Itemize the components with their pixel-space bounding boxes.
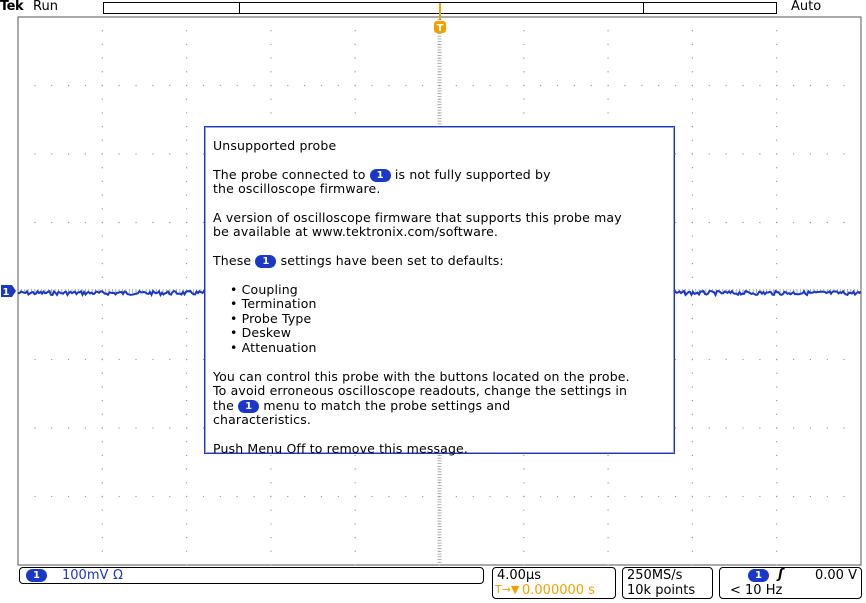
record-length: 10k points [627,583,696,598]
trigger-position-marker[interactable] [434,3,446,34]
rising-edge-icon: ʃ [778,567,784,582]
list-item: • Deskew [230,326,666,341]
dialog-paragraph-5: Push Menu Off to remove this message. [213,440,469,456]
channel-1-badge: 1 [255,255,276,268]
dialog-paragraph-2: A version of oscilloscope firmware that supports this probe may be available at www.tektronix.com/software. [213,209,622,240]
unsupported-probe-dialog [204,126,675,454]
sample-rate: 250MS/s [627,568,683,583]
dialog-paragraph-3: These 1 settings have been set to defaults: [213,252,504,268]
svg-text:1: 1 [2,287,10,298]
dialog-title: Unsupported probe [213,138,337,153]
channel-1-ground-marker[interactable] [1,285,16,298]
horizontal-readout[interactable] [492,567,616,599]
trigger-readout[interactable] [719,567,862,599]
list-item: • Probe Type [230,312,666,327]
trigger-level: 0.00 V [815,568,857,583]
channel-1-badge: 1 [238,400,259,413]
dialog-paragraph-4: You can control this probe with the buttons located on the probe. To avoid erroneous oscilloscope readouts, change the settings in the 1 menu to match the probe settings and characteristics. [213,368,630,428]
channel-1-readout[interactable] [19,567,484,584]
list-item: • Attenuation [230,341,666,356]
channel-1-badge: 1 [26,569,47,582]
timebase-scale: 4.00µs [497,568,541,583]
acquisition-readout[interactable] [622,567,713,599]
list-item: • Coupling [230,283,666,298]
brand-logo: Tek [0,0,24,14]
channel-1-badge: 1 [370,169,391,182]
trigger-position-icon: T→▼ [495,583,520,596]
trigger-source-badge: 1 [748,569,769,582]
trigger-position-value: 0.000000 s [522,583,595,598]
dialog-paragraph-1: The probe connected to 1 is not fully supported by the oscilloscope firmware. [213,166,551,197]
defaults-list [213,283,666,356]
trigger-mode: Auto [791,0,822,14]
acquisition-status: Run [33,0,58,14]
list-item: • Termination [230,297,666,312]
svg-text:T: T [436,23,444,34]
trigger-frequency: < 10 Hz [730,583,783,598]
vertical-scale: 100mV [62,568,109,583]
termination-icon: Ω [113,568,123,583]
